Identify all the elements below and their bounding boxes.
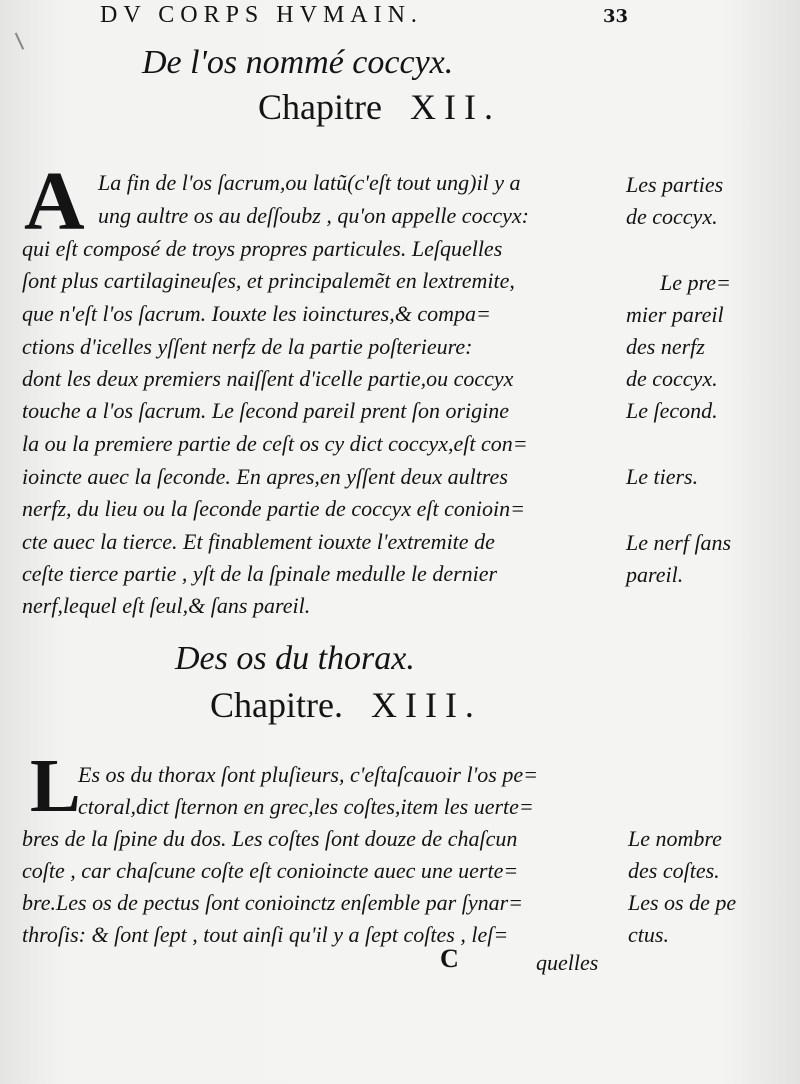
margin-note: Les os de pe: [628, 890, 737, 915]
chapter-13-heading: Des os du thorax.: [175, 640, 415, 677]
signature-mark: C: [440, 944, 459, 973]
chapter-number: XIII.: [370, 685, 482, 725]
running-title: DV CORPS HVMAIN.: [100, 2, 423, 28]
page-number: 33: [603, 6, 629, 27]
margin-note: de coccyx.: [626, 366, 718, 391]
margin-note: de coccyx.: [626, 204, 718, 229]
margin-note: Le nombre: [628, 826, 722, 851]
chapter-word: Chapitre.: [210, 685, 343, 725]
margin-note: mier pareil: [626, 302, 724, 327]
chapter-number: XII.: [409, 87, 501, 127]
margin-note: ctus.: [628, 922, 669, 947]
margin-note: des nerfz: [626, 334, 705, 359]
body-line: ung aultre os au deſſoubz , qu'on appelle coccyx:: [98, 203, 529, 228]
body-line: throſis: & ſont ſept , tout ainſi qu'il y a ſept coſtes , leſ=: [22, 922, 509, 947]
chapter-word: Chapitre: [258, 87, 382, 127]
catchword: quelles: [536, 950, 599, 975]
chapter-12-heading: De l'os nommé coccyx.: [142, 44, 454, 81]
drop-cap: L: [30, 744, 81, 828]
margin-note: Le ſecond.: [626, 398, 718, 423]
body-line: ceſte tierce partie , yſt de la ſpinale medulle le dernier: [22, 561, 498, 586]
body-line: nerfz, du lieu ou la ſeconde partie de coccyx eſt conioin=: [22, 496, 525, 521]
body-line: touche a l'os ſacrum. Le ſecond pareil prent ſon origine: [22, 398, 510, 423]
margin-note: Le nerf ſans: [626, 530, 732, 555]
margin-note: des coſtes.: [628, 858, 720, 883]
margin-note: Le pre=: [660, 270, 731, 295]
margin-note: Les parties: [626, 172, 724, 197]
chapter-12-label: [258, 86, 501, 128]
margin-note: Le tiers.: [626, 464, 699, 489]
body-line: ſont plus cartilagineuſes, et principalemẽt en lextremite,: [22, 268, 515, 293]
chapter-13-label: [210, 684, 482, 726]
body-line: la ou la premiere partie de ceſt os cy dict coccyx,eſt con=: [22, 431, 528, 456]
body-line: bre.Les os de pectus ſont conioinctz enſemble par ſynar=: [22, 890, 524, 915]
body-line: Es os du thorax ſont pluſieurs, c'eſtaſcauoir l'os pe=: [78, 762, 538, 787]
body-line: bres de la ſpine du dos. Les coſtes ſont douze de chaſcun: [22, 826, 518, 851]
body-line: que n'eſt l'os ſacrum. Iouxte les ioinctures,& compa=: [22, 301, 491, 326]
body-line: ctions d'icelles yſſent nerfz de la partie poſterieure:: [22, 334, 473, 359]
body-line: ctoral,dict ſternon en grec,les coſtes,item les uerte=: [78, 794, 534, 819]
body-line: nerf,lequel eſt ſeul,& ſans pareil.: [22, 593, 311, 618]
body-line: ioincte auec la ſeconde. En apres,en yſſent deux aultres: [22, 464, 508, 489]
body-line: dont les deux premiers naiſſent d'icelle partie,ou coccyx: [22, 366, 514, 391]
body-line: cte auec la tierce. Et finablement iouxte l'extremite de: [22, 529, 495, 554]
ink-mark: [15, 28, 33, 49]
margin-note: pareil.: [626, 562, 684, 587]
body-line: coſte , car chaſcune coſte eſt conioincte auec une uerte=: [22, 858, 519, 883]
body-line: qui eſt composé de troys propres particules. Leſquelles: [22, 236, 503, 261]
body-line: La fin de l'os ſacrum,ou latũ(c'eſt tout ung)il y a: [98, 170, 521, 195]
drop-cap: A: [24, 155, 85, 248]
